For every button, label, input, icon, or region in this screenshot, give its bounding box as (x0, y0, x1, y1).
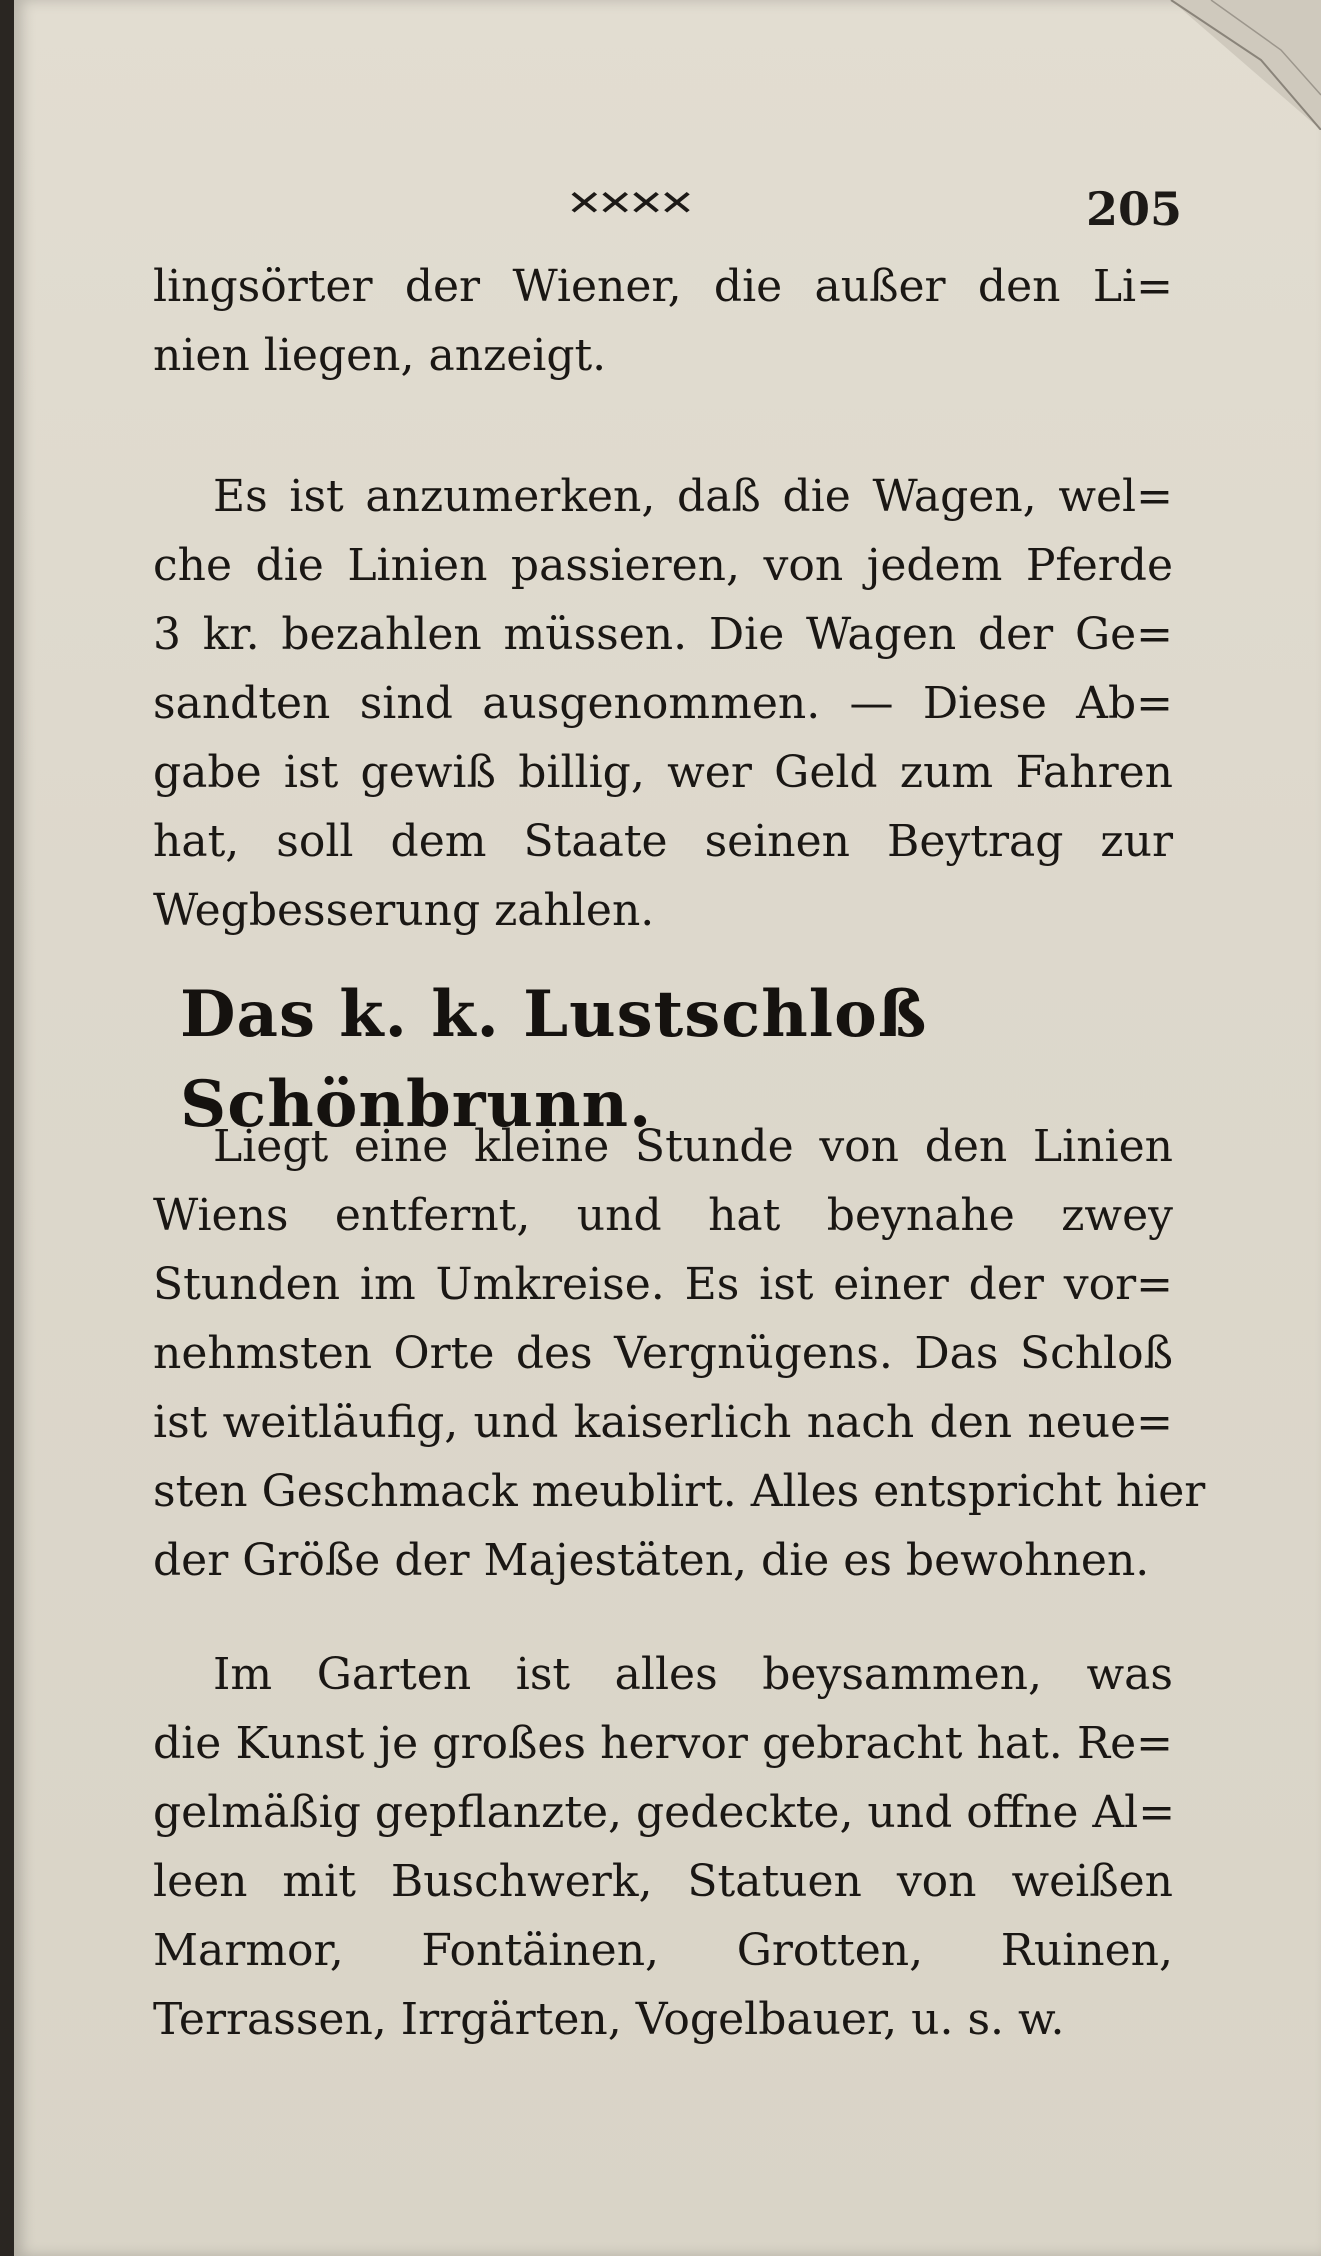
text-line: hat, soll dem Staate seinen Beytrag zur (153, 816, 1173, 867)
text-line: Es ist anzumerken, daß die Wagen, wel= (213, 471, 1173, 522)
paragraph-1 (153, 252, 1173, 390)
paragraph-4 (153, 1640, 1176, 2054)
text-line: Stunden im Umkreise. Es ist einer der vor= (153, 1259, 1173, 1310)
text-line: gelmäßig gepflanzte, gedeckte, und offne Al= (153, 1787, 1176, 1838)
text-line: gabe ist gewiß billig, wer Geld zum Fahren (153, 747, 1173, 798)
folded-corner (1141, 0, 1321, 130)
text-line: Terrassen, Irrgärten, Vogelbauer, u. s. w. (153, 1994, 1065, 2045)
text-line: nien liegen, anzeigt. (153, 330, 607, 381)
text-line: Liegt eine kleine Stunde von den Linien (213, 1121, 1173, 1172)
header-ornament: ✕✕✕✕ (566, 183, 690, 224)
text-line: 3 kr. bezahlen müssen. Die Wagen der Ge= (153, 609, 1173, 660)
page-header (0, 168, 1321, 248)
text-line: ist weitläufig, und kaiserlich nach den neue= (153, 1397, 1173, 1448)
text-line: che die Linien passieren, von jedem Pferde (153, 540, 1173, 591)
text-line: lingsörter der Wiener, die außer den Li= (153, 261, 1173, 312)
text-line: die Kunst je großes hervor gebracht hat. Re= (153, 1718, 1173, 1769)
page-number: 205 (1086, 182, 1183, 236)
text-line: Marmor, Fontäinen, Grotten, Ruinen, (153, 1925, 1173, 1976)
section-heading: Das k. k. Lustschloß Schönbrunn. (180, 977, 928, 1142)
text-line: Im Garten ist alles beysammen, was (213, 1649, 1173, 1700)
text-line: der Größe der Majestäten, die es bewohnen. (153, 1535, 1150, 1586)
text-line: sten Geschmack meublirt. Alles entspricht hier (153, 1466, 1206, 1517)
text-line: Wiens entfernt, und hat beynahe zwey (153, 1190, 1173, 1241)
paragraph-3 (153, 1112, 1206, 1595)
text-line: leen mit Buschwerk, Statuen von weißen (153, 1856, 1173, 1907)
text-line: nehmsten Orte des Vergnügens. Das Schloß (153, 1328, 1173, 1379)
paragraph-2 (153, 462, 1173, 945)
text-line: Wegbesserung zahlen. (153, 885, 655, 936)
text-line: sandten sind ausgenommen. — Diese Ab= (153, 678, 1173, 729)
